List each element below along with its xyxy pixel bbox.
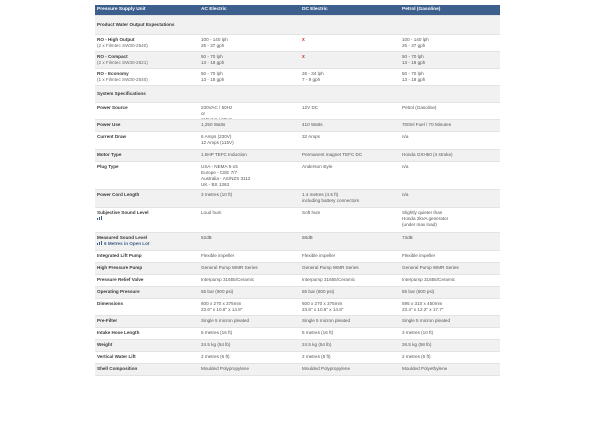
cell-line: n/a xyxy=(402,191,409,197)
distance-link[interactable]: 6 Metres in Open Lot xyxy=(104,240,150,246)
row-sublabel: (2 x Filmtec SW30-2521) xyxy=(97,59,148,65)
cell-line: 26 - 37 gph xyxy=(402,42,426,48)
section-header-specs xyxy=(95,85,500,102)
ac-value-cell xyxy=(199,328,300,339)
row-label: Power Cord Length xyxy=(97,191,140,197)
dc-value-cell xyxy=(300,69,400,85)
row-label-cell xyxy=(95,190,199,207)
row-label-cell xyxy=(95,316,199,327)
petrol-value-cell xyxy=(400,352,500,363)
petrol-value-cell xyxy=(400,150,500,161)
ac-value-cell xyxy=(199,340,300,351)
row-label-cell xyxy=(95,103,199,119)
cell-line: Flexible impeller xyxy=(302,252,336,258)
cell-line: Permanent magnet TEFC DC xyxy=(302,151,363,157)
table-row xyxy=(95,207,500,232)
row-label-cell xyxy=(95,52,199,68)
petrol-value-cell xyxy=(400,340,500,351)
row-label-cell xyxy=(95,120,199,131)
table-row xyxy=(95,149,500,161)
cell-line: 55 bar (800 psi) xyxy=(201,288,234,294)
dc-value-cell xyxy=(300,316,400,327)
cell-line: 24.5 kg (54 lb) xyxy=(302,341,332,347)
bar-chart-icon xyxy=(97,241,102,245)
row-sublabel: (2 x Filmtec SW30-2540) xyxy=(97,42,148,48)
petrol-value-cell xyxy=(400,275,500,286)
table-row xyxy=(95,232,500,250)
cell-line: 58dB xyxy=(302,234,313,240)
ac-value-cell xyxy=(199,275,300,286)
unavailable-mark: x xyxy=(302,36,305,43)
ac-value-cell xyxy=(199,103,300,119)
row-label-cell xyxy=(95,328,199,339)
cell-line: General Pump WMR Series xyxy=(402,264,459,270)
header-dc: DC Electric xyxy=(302,7,328,12)
ac-value-cell xyxy=(199,233,300,250)
petrol-value-cell xyxy=(400,120,500,131)
table-row xyxy=(95,327,500,339)
ac-value-cell xyxy=(199,162,300,189)
cell-line: Interpump 31655/Ceramic xyxy=(201,276,255,282)
dc-value-cell xyxy=(300,328,400,339)
cell-line: Europe - CEE 7/7 xyxy=(201,169,238,175)
ac-value-cell xyxy=(199,52,300,68)
cell-line: 1.4 metres (4.5 ft) xyxy=(302,191,339,197)
row-label: Vertical Water Lift xyxy=(97,353,136,359)
table-row xyxy=(95,51,500,68)
cell-line: 3 metres (10 ft) xyxy=(201,191,233,197)
table-row xyxy=(95,119,500,131)
petrol-value-cell xyxy=(400,190,500,207)
row-label-cell xyxy=(95,162,199,189)
cell-line: 600 x 270 x 375mm xyxy=(302,300,343,306)
ac-value-cell xyxy=(199,69,300,85)
cell-line: n/a xyxy=(402,133,409,139)
row-label: Integrated Lift Pump xyxy=(97,252,142,258)
cell-line: Honda GXH50 (4 stroke) xyxy=(402,151,453,157)
cell-line: or xyxy=(201,110,206,116)
cell-line: 23.6" x 10.6" x 14.8" xyxy=(302,306,344,312)
row-label-cell xyxy=(95,340,199,351)
cell-line: Flexible impeller xyxy=(201,252,235,258)
cell-line: 50 - 70 lph xyxy=(201,53,223,59)
cell-line: 230VAC / 50Hz xyxy=(201,104,233,110)
cell-line: Petrol (Gasoline) xyxy=(402,104,437,110)
ac-value-cell xyxy=(199,316,300,327)
cell-line: Interpump 31655/Ceramic xyxy=(302,276,356,282)
row-label-cell xyxy=(95,275,199,286)
row-label-cell xyxy=(95,287,199,298)
cell-line: 26 - 37 gph xyxy=(201,42,225,48)
row-label: Subjective Sound Level xyxy=(97,209,149,215)
cell-line: Flexible impeller xyxy=(402,252,436,258)
ac-value-cell xyxy=(199,208,300,232)
section-title: System Specifications xyxy=(97,91,146,96)
cell-line: General Pump WMR Series xyxy=(302,264,359,270)
table-row xyxy=(95,286,500,298)
petrol-value-cell xyxy=(400,364,500,375)
cell-line: 26 - 34 lph xyxy=(302,70,324,76)
cell-line: 6 Amps (230V) xyxy=(201,133,232,139)
cell-line: Moulded Polyethylene xyxy=(402,365,448,371)
cell-line: 12 Amps (115V) xyxy=(201,139,234,145)
row-label-cell xyxy=(95,208,199,232)
table-row xyxy=(95,131,500,149)
dc-value-cell xyxy=(300,132,400,149)
petrol-value-cell xyxy=(400,251,500,262)
cell-line: 13 - 18 gph xyxy=(402,59,426,65)
cell-line: 50 - 70 lph xyxy=(402,70,424,76)
row-label-cell xyxy=(95,132,199,149)
dc-value-cell xyxy=(300,52,400,68)
table-row xyxy=(95,351,500,363)
petrol-value-cell xyxy=(400,35,500,51)
cell-line: 23.6" x 10.6" x 14.8" xyxy=(201,306,243,312)
ac-value-cell xyxy=(199,364,300,375)
cell-line: 1,250 Watts xyxy=(201,121,226,127)
ac-value-cell xyxy=(199,287,300,298)
ac-value-cell xyxy=(199,251,300,262)
dc-value-cell xyxy=(300,251,400,262)
cell-line: 50 - 70 lph xyxy=(201,70,223,76)
cell-line: 2 metres (6 ft) xyxy=(402,353,431,359)
petrol-value-cell xyxy=(400,103,500,119)
row-sublabel: (1 x Filmtec SW30-2540) xyxy=(97,76,148,82)
row-label-cell xyxy=(95,69,199,85)
cell-line: Moulded Polypropylene xyxy=(302,365,351,371)
petrol-value-cell xyxy=(400,316,500,327)
cell-line: 7 - 9 gph xyxy=(302,76,321,82)
cell-line: Soft hum xyxy=(302,209,321,215)
table-row xyxy=(95,315,500,327)
cell-line: UK - BS 1363 xyxy=(201,181,230,187)
row-label: Pressure Relief Valve xyxy=(97,276,144,282)
cell-line: 55 bar (800 psi) xyxy=(402,288,435,294)
row-label: Operating Pressure xyxy=(97,288,140,294)
dc-value-cell xyxy=(300,275,400,286)
cell-line: General Pump WMR Series xyxy=(201,264,258,270)
row-label-cell xyxy=(95,364,199,375)
row-label-cell xyxy=(95,299,199,315)
row-label: Power Source xyxy=(97,104,128,110)
cell-line: 595 x 310 x 450mm xyxy=(402,300,443,306)
petrol-value-cell xyxy=(400,233,500,250)
table-row xyxy=(95,189,500,207)
dc-value-cell xyxy=(300,150,400,161)
row-label-cell xyxy=(95,263,199,274)
cell-line: Interpump 31655/Ceramic xyxy=(402,276,456,282)
dc-value-cell xyxy=(300,263,400,274)
petrol-value-cell xyxy=(400,162,500,189)
cell-line: 2 metres (6 ft) xyxy=(201,353,230,359)
row-label: Motor Type xyxy=(97,151,122,157)
row-label: Plug Type xyxy=(97,163,119,169)
table-row xyxy=(95,250,500,262)
row-icon-line xyxy=(97,216,197,222)
header-petrol: Petrol (Gasoline) xyxy=(402,7,441,12)
cell-line: Honda 2kVA generator xyxy=(402,215,449,221)
cell-line: Slightly quieter than xyxy=(402,209,443,215)
petrol-value-cell xyxy=(400,69,500,85)
row-label: Pre-Filter xyxy=(97,317,118,323)
row-label: Dimensions xyxy=(97,300,124,306)
ac-value-cell xyxy=(199,299,300,315)
ac-value-cell xyxy=(199,132,300,149)
cell-line: 3 metres (10 ft) xyxy=(402,329,434,335)
cell-line: (under max load) xyxy=(402,221,437,227)
cell-line: 100 - 140 lph xyxy=(201,36,228,42)
spec-table xyxy=(95,5,500,376)
unavailable-mark: x xyxy=(302,53,305,60)
ac-value-cell xyxy=(199,190,300,207)
row-label: Intake Hose Length xyxy=(97,329,140,335)
cell-line: 12V DC xyxy=(302,104,319,110)
row-label: RO - Compact xyxy=(97,53,128,59)
cell-line: 55 bar (800 psi) xyxy=(302,288,335,294)
petrol-value-cell xyxy=(400,52,500,68)
table-header xyxy=(95,5,500,15)
cell-line: 410 Watts xyxy=(302,121,323,127)
row-label-cell xyxy=(95,35,199,51)
table-row xyxy=(95,262,500,274)
row-label: Shell Composition xyxy=(97,365,138,371)
dc-value-cell xyxy=(300,287,400,298)
cell-line: Australia - AS/NZS 3112 xyxy=(201,175,251,181)
ac-value-cell xyxy=(199,150,300,161)
petrol-value-cell xyxy=(400,328,500,339)
petrol-value-cell xyxy=(400,208,500,232)
dc-value-cell xyxy=(300,120,400,131)
cell-line: Moulded Polypropylene xyxy=(201,365,250,371)
petrol-value-cell xyxy=(400,263,500,274)
row-icon-line xyxy=(97,241,197,247)
table-row xyxy=(95,363,500,375)
row-label: Power Use xyxy=(97,121,121,127)
table-row xyxy=(95,34,500,51)
cell-line: 1.5HP TEFC Induction xyxy=(201,151,247,157)
cell-line: Single 5 micron pleated xyxy=(201,317,250,323)
header-ac: AC Electric xyxy=(201,7,227,12)
cell-line: Single 5 micron pleated xyxy=(302,317,351,323)
table-row xyxy=(95,68,500,85)
cell-line: Loud hum xyxy=(201,209,222,215)
row-label: RO - High Output xyxy=(97,36,135,42)
dc-value-cell xyxy=(300,35,400,51)
row-label: High Pressure Pump xyxy=(97,264,143,270)
dc-value-cell xyxy=(300,190,400,207)
cell-line: including battery connectors xyxy=(302,197,360,203)
row-label: Weight xyxy=(97,341,113,347)
cell-line: 26.5 kg (58 lb) xyxy=(402,341,432,347)
cell-line: Single 5 micron pleated xyxy=(402,317,451,323)
petrol-value-cell xyxy=(400,299,500,315)
ac-value-cell xyxy=(199,352,300,363)
section-header-output xyxy=(95,15,500,34)
bar-chart-icon xyxy=(97,216,102,220)
dc-value-cell xyxy=(300,299,400,315)
cell-line: 2 metres (6 ft) xyxy=(302,353,331,359)
row-label: Measured Sound Level xyxy=(97,234,148,240)
cell-line: 73dB xyxy=(402,234,413,240)
cell-line: 24.5 kg (54 lb) xyxy=(201,341,231,347)
table-row xyxy=(95,298,500,315)
row-label: Current Draw xyxy=(97,133,127,139)
ac-value-cell xyxy=(199,120,300,131)
cell-line: 100 - 140 lph xyxy=(402,36,429,42)
header-unit: Pressure Supply Unit xyxy=(97,7,146,12)
table-row xyxy=(95,161,500,189)
cell-line: Anderson style xyxy=(302,163,333,169)
dc-value-cell xyxy=(300,162,400,189)
row-label-cell xyxy=(95,150,199,161)
cell-line: 13 - 18 gph xyxy=(201,76,225,82)
dc-value-cell xyxy=(300,364,400,375)
row-label-cell xyxy=(95,352,199,363)
dc-value-cell xyxy=(300,340,400,351)
cell-line: n/a xyxy=(402,163,409,169)
row-label-cell xyxy=(95,251,199,262)
cell-line: 32 Amps xyxy=(302,133,320,139)
cell-line: USA - NEMA 5-15 xyxy=(201,163,238,169)
cell-line: 5 metres (16 ft) xyxy=(201,329,233,335)
table-row xyxy=(95,274,500,286)
row-label: RO - Economy xyxy=(97,70,129,76)
petrol-value-cell xyxy=(400,287,500,298)
cell-line: 50 - 70 lph xyxy=(402,53,424,59)
cell-line: 5 metres (16 ft) xyxy=(302,329,334,335)
cell-line: 23.4" x 12.2" x 17.7" xyxy=(402,306,444,312)
cell-line: 13 - 18 gph xyxy=(201,59,225,65)
ac-value-cell xyxy=(199,263,300,274)
dc-value-cell xyxy=(300,352,400,363)
dc-value-cell xyxy=(300,103,400,119)
cell-line: 600 x 270 x 375mm xyxy=(201,300,242,306)
petrol-value-cell xyxy=(400,132,500,149)
table-row xyxy=(95,339,500,351)
cell-line: 62dB xyxy=(201,234,212,240)
dc-value-cell xyxy=(300,233,400,250)
dc-value-cell xyxy=(300,208,400,232)
cell-line: 700ml Fuel / 70 Minutes xyxy=(402,121,452,127)
ac-value-cell xyxy=(199,35,300,51)
section-title: Product Water Output Expectations xyxy=(97,22,175,27)
cell-line: 13 - 18 gph xyxy=(402,76,426,82)
table-row xyxy=(95,102,500,119)
row-label-cell xyxy=(95,233,199,250)
